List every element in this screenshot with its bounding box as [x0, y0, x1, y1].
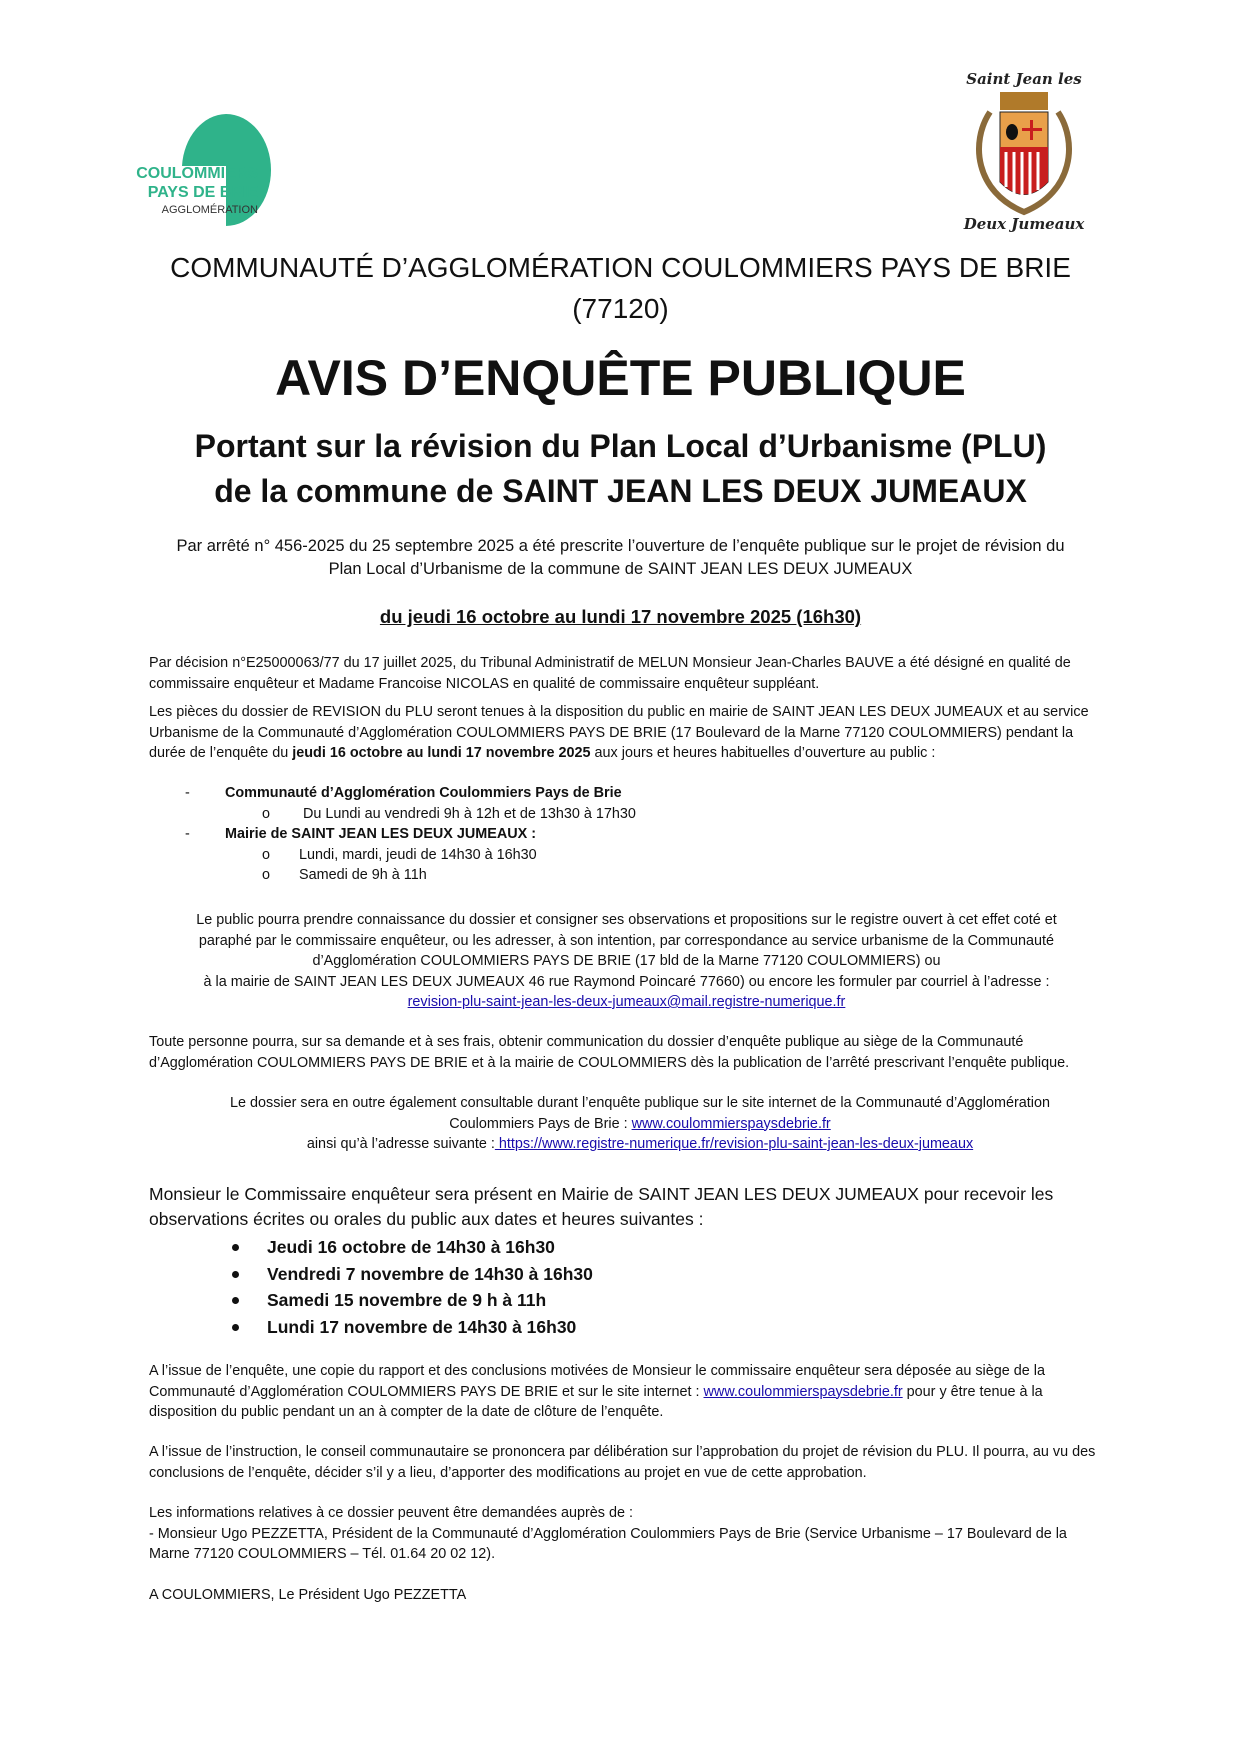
- pieces-dates: jeudi 16 octobre au lundi 17 novembre 2025: [292, 745, 591, 761]
- pieces-text-end: aux jours et heures habituelles d’ouverture au public :: [590, 745, 936, 761]
- infos-paragraph: [149, 1503, 1104, 1565]
- permanence-item: Vendredi 7 novembre de 14h30 à 16h30: [149, 1261, 1104, 1288]
- commissaire-paragraph: [149, 1182, 1104, 1340]
- public-line: d’Agglomération COULOMMIERS PAYS DE BRIE (17 bld de la Marne 77120 COULOMMIERS) ou: [312, 953, 941, 969]
- crest-text-bottom: Deux Jumeaux: [963, 215, 1085, 233]
- hours-slot: o Lundi, mardi, jeudi de 14h30 à 16h30: [149, 845, 1104, 866]
- logo-line3: AGGLOMÉRATION: [161, 204, 258, 216]
- email-link[interactable]: revision-plu-saint-jean-les-deux-jumeaux@mail.registre-numerique.fr: [407, 994, 846, 1010]
- org-line1: COMMUNAUTÉ D’AGGLOMÉRATION COULOMMIERS PAYS DE BRIE: [170, 252, 1071, 283]
- issue-text: A l’issue de l’enquête, une copie du rapport et des conclusions motivées de Monsieur le commissaire enquêteur sera déposée au siège de la Communauté d’Agglomération COULOMMIERS PAYS DE BRIE et sur le site internet :: [149, 1363, 1045, 1400]
- dossier-paragraph: [190, 1093, 1090, 1155]
- public-line: à la mairie de SAINT JEAN LES DEUX JUMEAUX 46 rue Raymond Poincaré 77660) ou encore les formuler par courriel à l’adresse :: [203, 973, 1050, 990]
- signature: A COULOMMIERS, Le Président Ugo PEZZETTA: [149, 1587, 467, 1603]
- page-title: AVIS D’ENQUÊTE PUBLIQUE: [275, 350, 966, 406]
- public-paragraph: [149, 910, 1104, 1013]
- dossier-line: Coulommiers Pays de Brie :: [449, 1115, 632, 1132]
- subtitle: [0, 424, 1241, 514]
- logo-line1: COULOMMIERS: [136, 165, 258, 182]
- permanence-item: Jeudi 16 octobre de 14h30 à 16h30: [149, 1234, 1104, 1261]
- hours-place: - Mairie de SAINT JEAN LES DEUX JUMEAUX :: [149, 824, 1104, 845]
- organization-heading: [0, 247, 1241, 329]
- coulommiers-logo: [96, 110, 321, 228]
- decision-paragraph: [149, 653, 1104, 694]
- infos-line: Les informations relatives à ce dossier peuvent être demandées auprès de :: [149, 1505, 633, 1521]
- commissaire-text: Monsieur le Commissaire enquêteur sera présent en Mairie de SAINT JEAN LES DEUX JUMEAUX pour recevoir les observations écrites ou orales du public aux dates et heures suivantes :: [149, 1184, 1054, 1229]
- subtitle-line1: Portant sur la révision du Plan Local d’Urbanisme (PLU): [194, 428, 1047, 464]
- issue-paragraph: [149, 1361, 1104, 1423]
- arrete-line2: Plan Local d’Urbanisme de la commune de SAINT JEAN LES DEUX JUMEAUX: [328, 560, 913, 578]
- toute-text: Toute personne pourra, sur sa demande et à ses frais, obtenir communication du dossier d’enquête publique au siège de la Communauté d’Agglomération COULOMMIERS PAYS DE BRIE et à la mairie de COULOMMIERS dès la publication de l’arrêté prescrivant l’enquête publique.: [149, 1034, 1070, 1071]
- dossier-line: Le dossier sera en outre également consultable durant l’enquête publique sur le site internet de la Communauté d’Agglomération: [230, 1095, 1050, 1111]
- instruction-text: A l’issue de l’instruction, le conseil communautaire se prononcera par délibération sur l’approbation du projet de révision du PLU. Il pourra, au vu des conclusions de l’enquête, décider s’il y a lieu, d’apporter des modifications au projet en vue de cette approbation.: [149, 1444, 1096, 1481]
- toute-paragraph: [149, 1032, 1104, 1073]
- dossier-line: ainsi qu’à l’adresse suivante :: [306, 1136, 495, 1152]
- registre-link[interactable]: https://www.registre-numerique.fr/revision-plu-saint-jean-les-deux-jumeaux: [494, 1136, 974, 1152]
- logo-line2: PAYS DE BRIE: [147, 184, 258, 201]
- opening-hours-list: [149, 783, 1104, 886]
- subtitle-line2: de la commune de SAINT JEAN LES DEUX JUMEAUX: [214, 473, 1027, 509]
- instruction-paragraph: [149, 1442, 1104, 1483]
- crest-text-top: Saint Jean les: [966, 70, 1082, 88]
- infos-contact: - Monsieur Ugo PEZZETTA, Président de la Communauté d’Agglomération Coulommiers Pays de Brie (Service Urbanisme – 17 Boulevard de la Marne 77120 COULOMMIERS – Tél. 01.64 20 02 12).: [149, 1525, 1067, 1562]
- pieces-text: Les pièces du dossier de REVISION du PLU seront tenues à la disposition du public en mairie de SAINT JEAN LES DEUX JUMEAUX et au service Urbanisme de la Communauté d’Agglomération COULOMMIERS PAYS DE BRIE (17 Boulevard de la Marne 77120 COULOMMIERS) pendant la durée de l’enquête du: [149, 704, 1089, 761]
- website-link[interactable]: www.coulommierspaysdebrie.fr: [631, 1115, 831, 1132]
- permanence-item: Samedi 15 novembre de 9 h à 11h: [149, 1287, 1104, 1314]
- issue-text-end: pour y être tenue à la disposition du public pendant un an à compter de la date de clôture de l’enquête.: [149, 1383, 1043, 1420]
- public-line: paraphé par le commissaire enquêteur, ou les adresser, à son intention, par correspondance au service urbanisme de la Communauté: [198, 932, 1055, 949]
- enquiry-dates: du jeudi 16 octobre au lundi 17 novembre 2025 (16h30): [379, 606, 862, 627]
- permanence-item: Lundi 17 novembre de 14h30 à 16h30: [149, 1314, 1104, 1341]
- arrete-text: [0, 535, 1241, 581]
- saint-jean-crest: [950, 62, 1098, 237]
- hours-slot: o Samedi de 9h à 11h: [149, 865, 1104, 886]
- pieces-paragraph: [149, 702, 1104, 764]
- public-line: Le public pourra prendre connaissance du dossier et consigner ses observations et propositions sur le registre ouvert à cet effet coté et: [196, 912, 1057, 928]
- hours-slot: o Du Lundi au vendredi 9h à 12h et de 13h30 à 17h30: [149, 804, 1104, 825]
- website-link[interactable]: www.coulommierspaysdebrie.fr: [703, 1383, 903, 1400]
- decision-text: Par décision n°E25000063/77 du 17 juillet 2025, du Tribunal Administratif de MELUN Monsieur Jean-Charles BAUVE a été désigné en qualité de commissaire enquêteur et Madame Francoise NICOLAS en qualité de commissaire enquêteur suppléant.: [149, 655, 1071, 692]
- arrete-line1: Par arrêté n° 456-2025 du 25 septembre 2025 a été prescrite l’ouverture de l’enquête publique sur le projet de révision du: [176, 537, 1065, 555]
- org-line2: (77120): [572, 293, 669, 324]
- hours-place: - Communauté d’Agglomération Coulommiers Pays de Brie: [149, 783, 1104, 804]
- permanences-list: [149, 1234, 1104, 1340]
